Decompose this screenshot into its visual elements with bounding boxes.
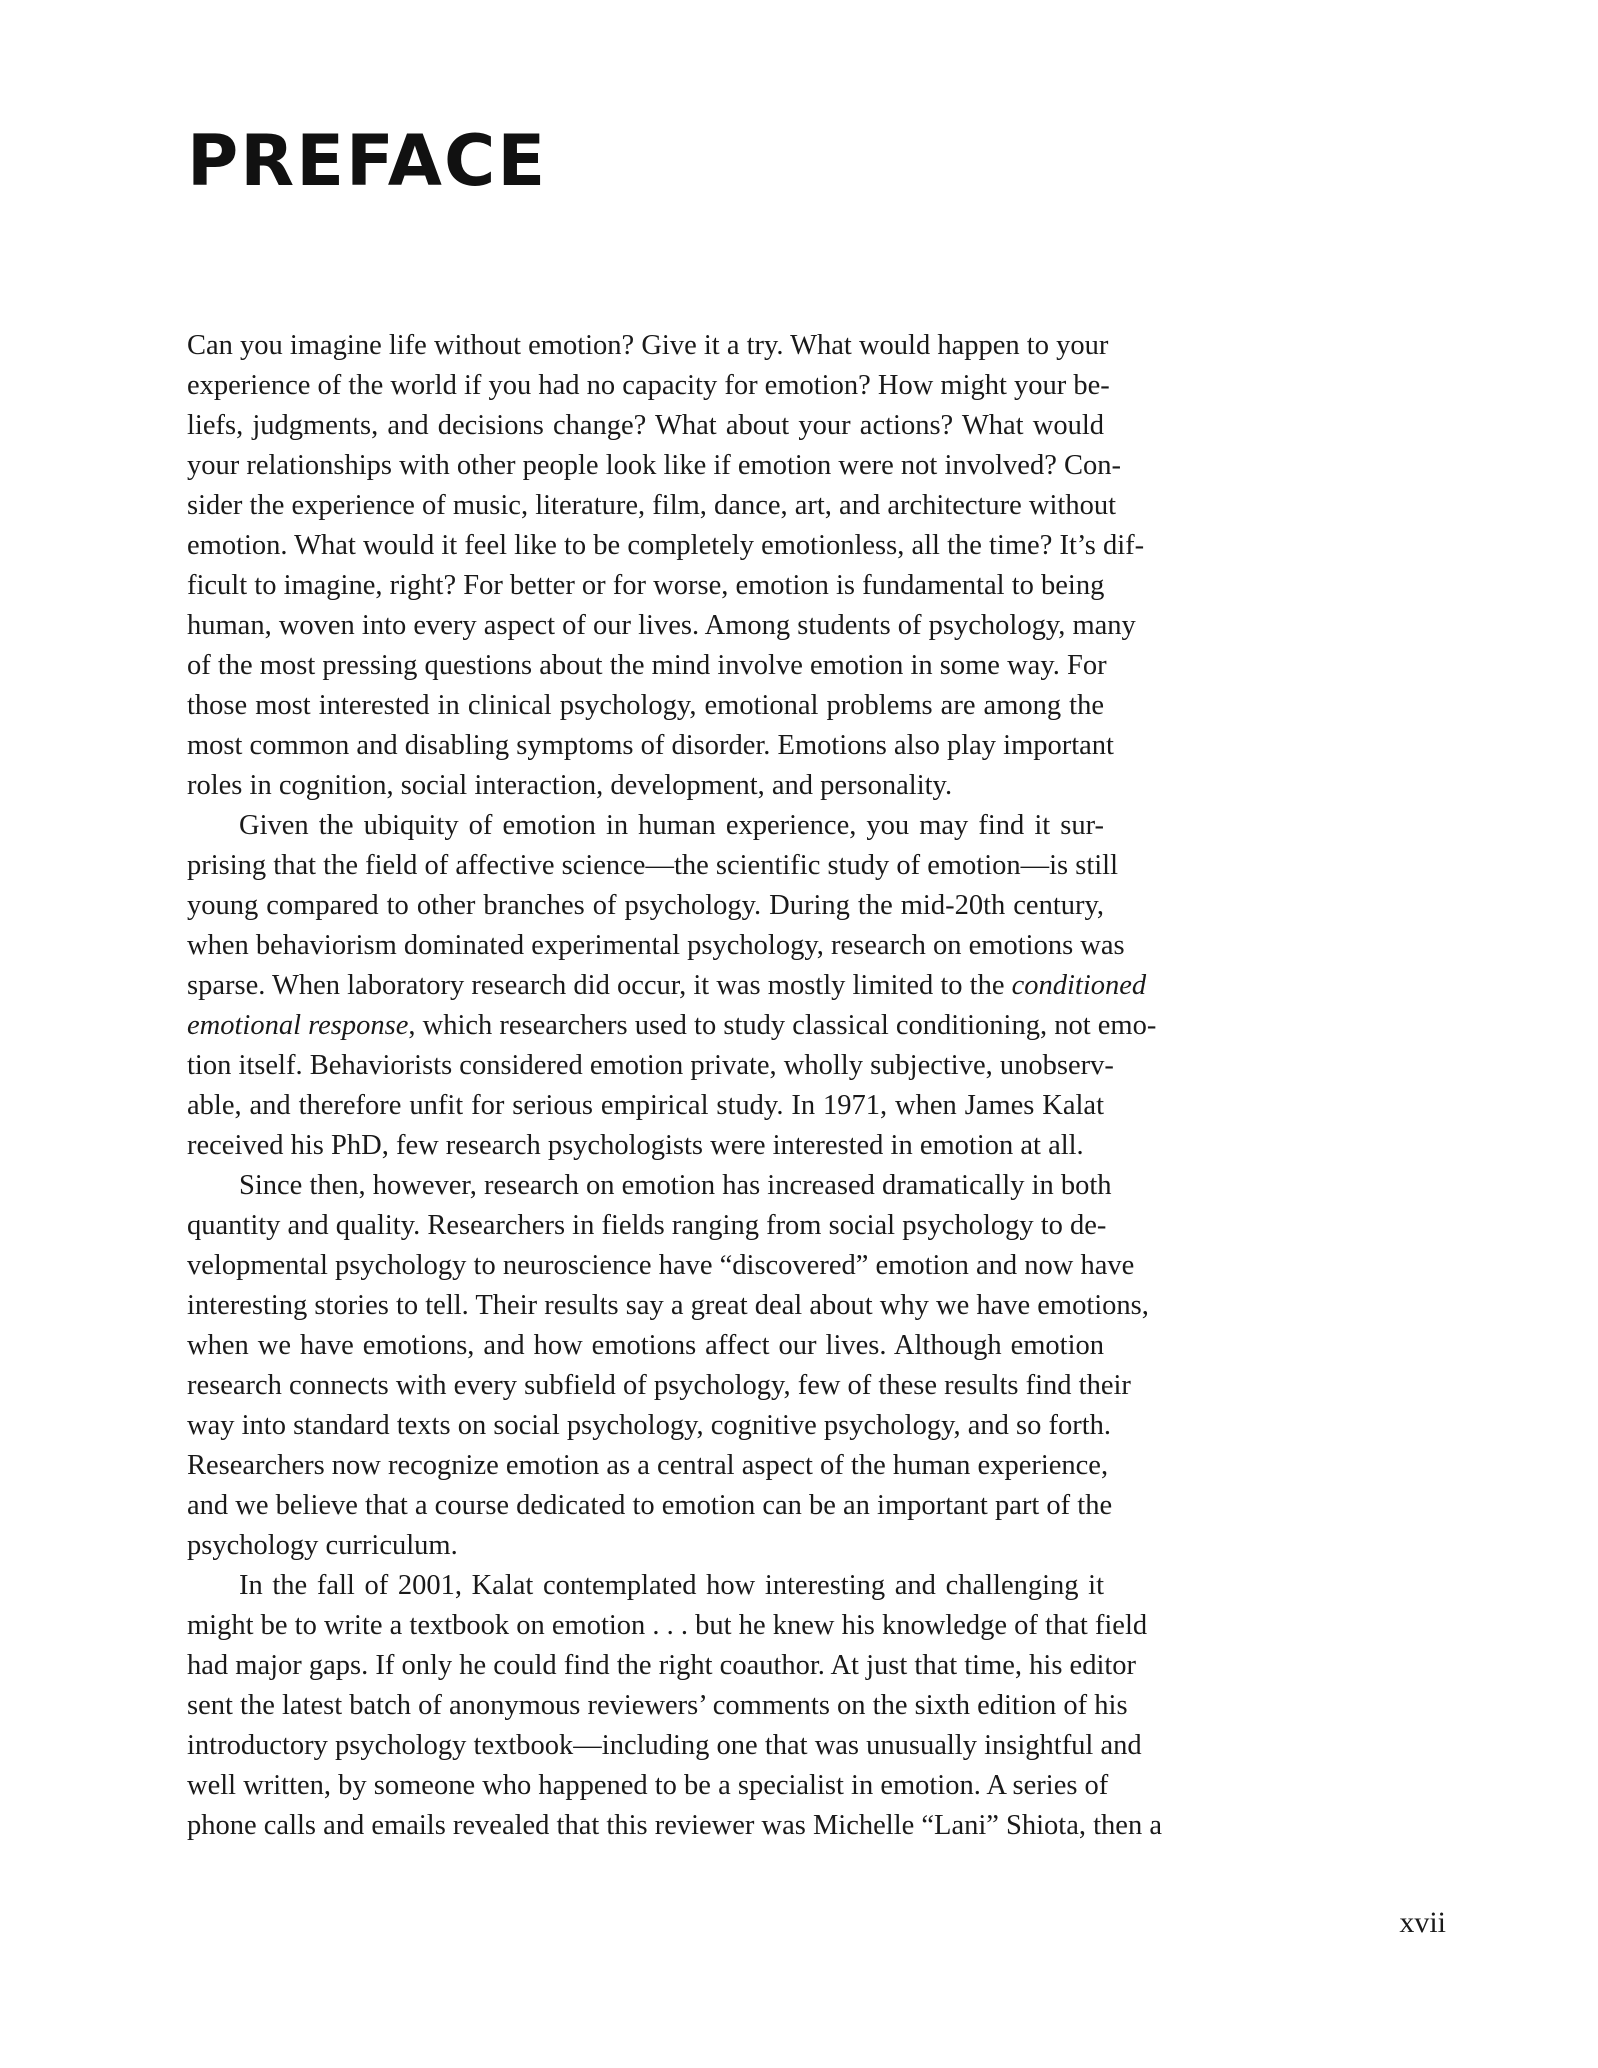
paragraph [187,326,1145,806]
paragraph [187,806,1157,1166]
text-line: able, and therefore unfit for serious empirical study. In 1971, when James Kalat [187,1090,1104,1121]
text-line: introductory psychology textbook—including one that was unusually insightful and [187,1730,1142,1761]
text-line: well written, by someone who happened to be a specialist in emotion. A series of [187,1770,1109,1801]
text-line: sider the experience of music, literature, film, dance, art, and architecture without [187,490,1117,521]
italic-term: emotional response [187,1010,409,1041]
text-line: Since then, however, research on emotion has increased dramatically in both [239,1170,1112,1201]
text-line: and we believe that a course dedicated to emotion can be an important part of the [187,1490,1113,1521]
text-line: your relationships with other people look like if emotion were not involved? Con- [187,450,1121,481]
text-line: way into standard texts on social psychology, cognitive psychology, and so forth. [187,1410,1111,1441]
body-text [187,326,1162,1846]
text-line: In the fall of 2001, Kalat contemplated how interesting and challenging it [239,1570,1104,1601]
text-run: sparse. When laboratory research did occur, it was mostly limited to the [187,970,1005,1001]
text-line: phone calls and emails revealed that this reviewer was Michelle “Lani” Shiota, then a [187,1810,1162,1841]
text-line [187,966,1147,1006]
text-line: of the most pressing questions about the mind involve emotion in some way. For [187,650,1107,681]
page-title: PREFACE [187,120,548,202]
text-line: emotion. What would it feel like to be completely emotionless, all the time? It’s dif- [187,530,1145,561]
text-line: when behaviorism dominated experimental psychology, research on emotions was [187,930,1125,961]
text-line: sent the latest batch of anonymous reviewers’ comments on the sixth edition of his [187,1690,1128,1721]
text-run: , which researchers used to study classical conditioning, not emo- [408,1010,1157,1041]
text-line: ficult to imagine, right? For better or for worse, emotion is fundamental to being [187,570,1105,601]
text-line: liefs, judgments, and decisions change? What about your actions? What would [187,410,1104,441]
paragraph [187,1166,1149,1566]
text-line: research connects with every subfield of psychology, few of these results find their [187,1370,1131,1401]
text-line: human, woven into every aspect of our lives. Among students of psychology, many [187,610,1136,641]
text-line: interesting stories to tell. Their results say a great deal about why we have emotions, [187,1290,1149,1321]
text-line: psychology curriculum. [187,1530,458,1561]
text-line: roles in cognition, social interaction, development, and personality. [187,770,953,801]
text-line [187,1006,1157,1046]
text-line: experience of the world if you had no capacity for emotion? How might your be- [187,370,1110,401]
paragraph [187,1566,1162,1846]
text-line: had major gaps. If only he could find the right coauthor. At just that time, his editor [187,1650,1137,1681]
text-line: most common and disabling symptoms of disorder. Emotions also play important [187,730,1114,761]
text-line: those most interested in clinical psychology, emotional problems are among the [187,690,1104,721]
text-line: Researchers now recognize emotion as a central aspect of the human experience, [187,1450,1109,1481]
text-line: tion itself. Behaviorists considered emotion private, wholly subjective, unobserv- [187,1050,1114,1081]
text-line: velopmental psychology to neuroscience have “discovered” emotion and now have [187,1250,1135,1281]
text-line: when we have emotions, and how emotions affect our lives. Although emotion [187,1330,1104,1361]
text-line: might be to write a textbook on emotion . . . but he knew his knowledge of that field [187,1610,1148,1641]
text-line: young compared to other branches of psychology. During the mid-20th century, [187,890,1104,921]
italic-term: conditioned [1011,970,1147,1001]
page-number: xvii [1399,1906,1446,1939]
text-line: Can you imagine life without emotion? Give it a try. What would happen to your [187,330,1109,361]
text-line: Given the ubiquity of emotion in human experience, you may find it sur- [239,810,1104,841]
text-line: quantity and quality. Researchers in fields ranging from social psychology to de- [187,1210,1107,1241]
text-line: prising that the field of affective science—the scientific study of emotion—is still [187,850,1119,881]
text-line: received his PhD, few research psychologists were interested in emotion at all. [187,1130,1084,1161]
